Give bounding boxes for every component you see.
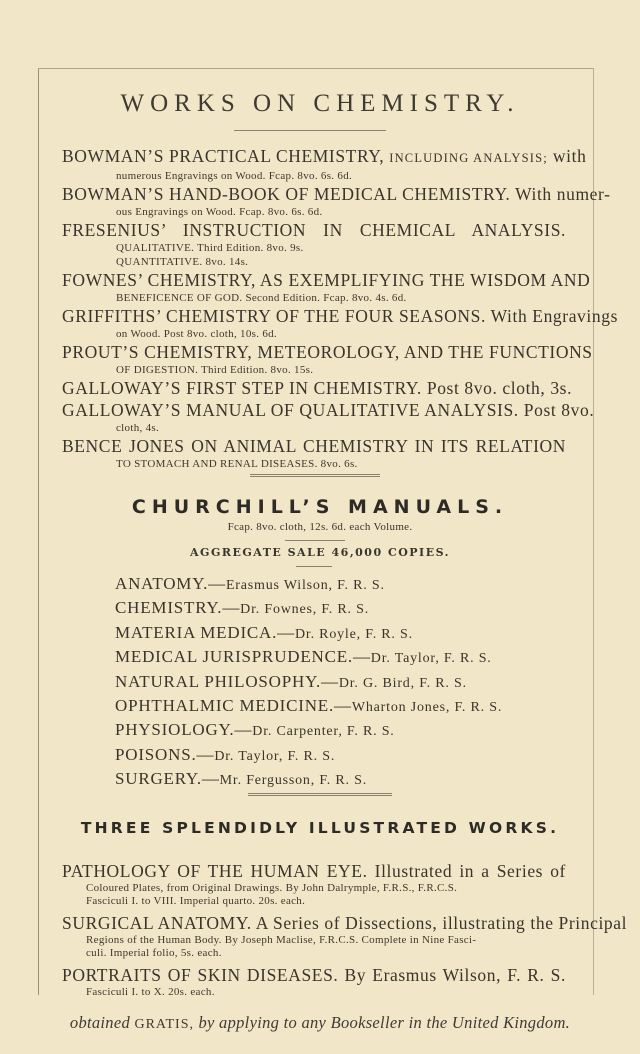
entry-detail-line: OF DIGESTION. Third Edition. 8vo. 15s. (116, 364, 314, 376)
work-heading (62, 912, 628, 934)
chemistry-entry (62, 399, 595, 435)
manual-subject: NATURAL PHILOSOPHY.— (115, 671, 339, 691)
manuals-heading: CHURCHILL’S MANUALS. (131, 496, 509, 518)
manual-item (115, 573, 585, 597)
manual-item (115, 646, 585, 670)
work-heading (62, 860, 566, 882)
footer-note (0, 1013, 640, 1033)
entry-detail-line: numerous Engravings on Wood. Fcap. 8vo. 6s. 6d. (116, 170, 353, 182)
entry-title: FOWNES’ CHEMISTRY, AS EXEMPLIFYING THE WISDOM AND (62, 270, 591, 290)
manual-author: Dr. G. Bird, F. R. S. (338, 675, 467, 691)
section-divider-2 (248, 793, 392, 796)
manual-author: Wharton Jones, F. R. S. (351, 700, 503, 716)
entry-detail-line: TO STOMACH AND RENAL DISEASES. 8vo. 6s. (116, 458, 358, 470)
manual-author: Dr. Taylor, F. R. S. (370, 651, 492, 667)
manual-item (115, 695, 585, 719)
manuals-price-note: Fcap. 8vo. cloth, 12s. 6d. each Volume. (227, 521, 413, 533)
footer-pre: obtained (69, 1013, 131, 1032)
work-title: SURGICAL ANATOMY. (62, 913, 252, 933)
entry-title-tail: Post 8vo. (523, 400, 595, 420)
work-title: PORTRAITS OF SKIN DISEASES. (62, 965, 339, 985)
entry-title: GRIFFITHS’ CHEMISTRY OF THE FOUR SEASONS. (62, 306, 486, 326)
aggregate-rule (296, 566, 332, 567)
entry-heading (62, 219, 566, 241)
entry-detail-line: ous Engravings on Wood. Fcap. 8vo. 6s. 6d. (116, 206, 323, 218)
manual-author: Dr. Fownes, F. R. S. (240, 602, 370, 618)
manual-item (115, 744, 585, 768)
manual-item (115, 622, 585, 646)
illustrated-works-heading: THREE SPLENDIDLY ILLUSTRATED WORKS. (80, 819, 560, 837)
manual-subject: ANATOMY.— (115, 574, 226, 593)
work-detail-line: Coloured Plates, from Original Drawings. By John Dalrymple, F.R.S., F.R.C.S. (86, 882, 458, 894)
manual-item (115, 597, 585, 621)
manual-subject: CHEMISTRY.— (115, 598, 241, 618)
chemistry-entry (62, 435, 566, 471)
entry-detail-line: QUALITATIVE. Third Edition. 8vo. 9s. (116, 242, 304, 254)
chemistry-entry (62, 183, 611, 219)
footer-gratis: GRATIS, (134, 1017, 194, 1032)
entry-title: GALLOWAY’S FIRST STEP IN CHEMISTRY. (62, 378, 422, 398)
entry-detail-line: BENEFICENCE OF GOD. Second Edition. Fcap. 8vo. 4s. 6d. (116, 292, 407, 304)
manual-item (115, 671, 585, 695)
manuals-note-rule (285, 540, 345, 541)
chemistry-entry (62, 219, 566, 269)
section-divider-1 (250, 474, 380, 477)
entry-title: BOWMAN’S PRACTICAL CHEMISTRY, (62, 146, 385, 166)
work-title-tail: A Series of Dissections, illustrating the Principal (255, 913, 628, 933)
entry-title: BOWMAN’S HAND-BOOK OF MEDICAL CHEMISTRY. (62, 184, 511, 204)
entry-heading (62, 435, 566, 457)
illustrated-work (62, 912, 628, 960)
manual-author: Mr. Fergusson, F. R. S. (219, 773, 368, 789)
manual-subject: OPHTHALMIC MEDICINE.— (115, 696, 352, 716)
entry-heading (62, 399, 595, 421)
manual-author: Dr. Carpenter, F. R. S. (252, 724, 395, 740)
manuals-list (115, 573, 585, 793)
chemistry-works-list (62, 145, 618, 471)
work-detail-line: Regions of the Human Body. By Joseph Maclise, F.R.C.S. Complete in Nine Fasci- (86, 934, 477, 946)
entry-title-smallcaps: INCLUDING ANALYSIS; (389, 151, 548, 165)
aggregate-sale-line: AGGREGATE SALE 46,000 COPIES. (190, 546, 450, 559)
entry-title: GALLOWAY’S MANUAL OF QUALITATIVE ANALYSIS. (62, 400, 519, 420)
work-title-tail: By Erasmus Wilson, F. R. S. (344, 965, 566, 985)
entry-title: FRESENIUS’ INSTRUCTION IN CHEMICAL ANALYSIS. (62, 220, 566, 240)
manual-author: Dr. Taylor, F. R. S. (214, 748, 336, 764)
work-title: PATHOLOGY OF THE HUMAN EYE. (62, 861, 368, 881)
chemistry-entry (62, 377, 573, 399)
work-detail-line: Fasciculi I. to VIII. Imperial quarto. 20s. each. (86, 895, 306, 907)
entry-detail-line: on Wood. Post 8vo. cloth, 10s. 6d. (116, 328, 277, 340)
entry-title: BENCE JONES ON ANIMAL CHEMISTRY IN ITS RELATION (62, 436, 566, 456)
entry-heading (62, 377, 573, 399)
illustrated-works-list (62, 860, 628, 1003)
manual-subject: POISONS.— (115, 744, 215, 764)
manual-subject: MEDICAL JURISPRUDENCE.— (115, 647, 371, 667)
chemistry-entry (62, 305, 618, 341)
manual-subject: SURGERY.— (115, 769, 220, 789)
manual-author: Erasmus Wilson, F. R. S. (225, 578, 385, 593)
title-rule (234, 130, 386, 131)
manual-subject: PHYSIOLOGY.— (115, 720, 253, 740)
entry-detail-line: cloth, 4s. (116, 422, 160, 434)
work-title-tail: Illustrated in a Series of (374, 861, 566, 881)
illustrated-work (62, 860, 566, 908)
entry-title-tail: with (552, 146, 587, 166)
manual-subject: MATERIA MEDICA.— (115, 622, 295, 642)
entry-heading (62, 183, 611, 205)
chemistry-entry (62, 145, 587, 183)
entry-heading (62, 269, 591, 291)
manual-item (115, 719, 585, 743)
entry-heading (62, 341, 593, 363)
entry-title-tail: Post 8vo. cloth, 3s. (426, 378, 573, 398)
entry-title-tail: With Engravings (490, 306, 618, 326)
page-title: WORKS ON CHEMISTRY. (120, 90, 520, 117)
entry-title: PROUT’S CHEMISTRY, METEOROLOGY, AND THE FUNCTIONS (62, 342, 593, 362)
entry-title-tail: With numer- (515, 184, 611, 204)
entry-detail-line: QUANTITATIVE. 8vo. 14s. (116, 256, 249, 268)
work-heading (62, 964, 566, 986)
manual-author: Dr. Royle, F. R. S. (294, 626, 413, 642)
chemistry-entry (62, 341, 593, 377)
chemistry-entry (62, 269, 591, 305)
entry-heading (62, 305, 618, 327)
entry-heading (62, 145, 587, 169)
illustrated-work (62, 964, 566, 999)
work-detail-line: culi. Imperial folio, 5s. each. (86, 947, 222, 959)
footer-post: by applying to any Bookseller in the United Kingdom. (198, 1013, 571, 1032)
manual-item (115, 768, 585, 792)
work-detail-line: Fasciculi I. to X. 20s. each. (86, 986, 215, 998)
